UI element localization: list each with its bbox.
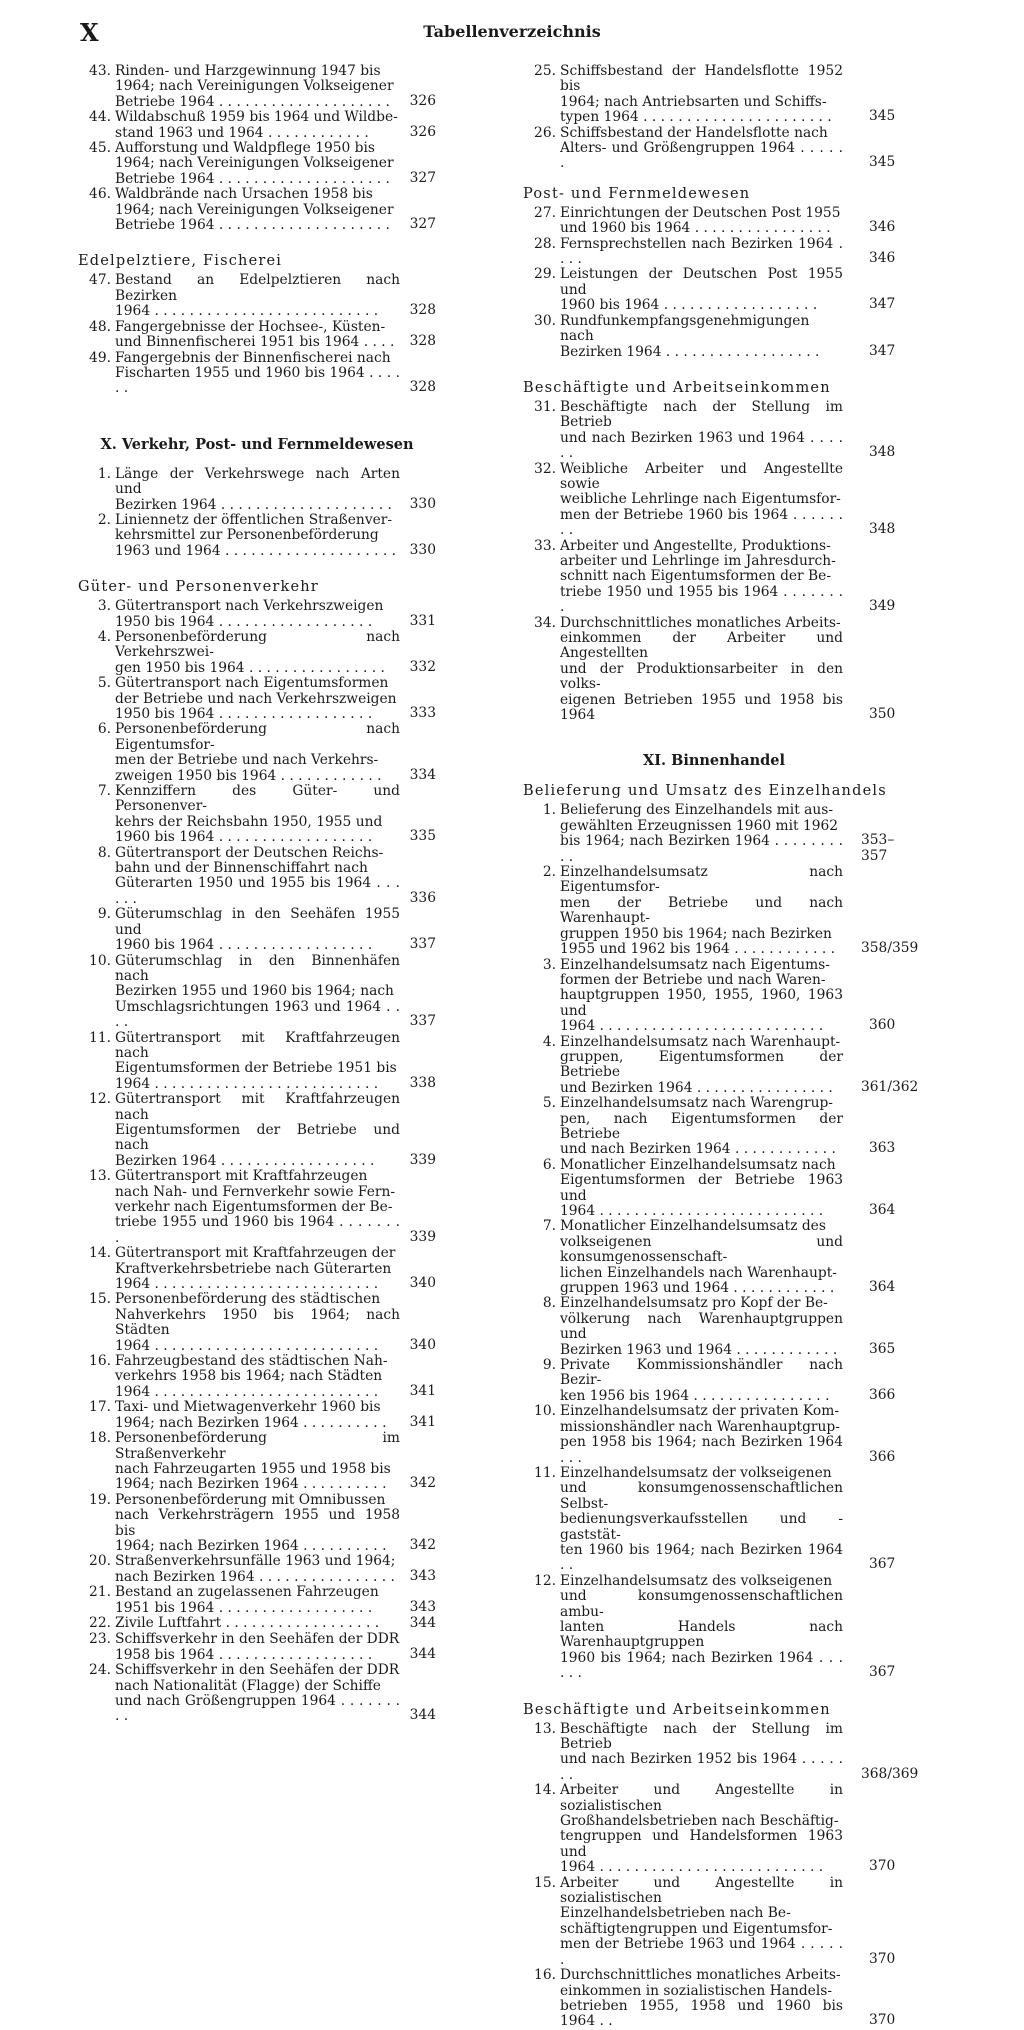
- entry-page: 361/362: [861, 1078, 919, 1095]
- entry-page: 345: [869, 154, 896, 171]
- entry-number: 47.: [89, 272, 111, 289]
- toc-entry: [523, 803, 905, 865]
- entry-title: Durchschnittliches monatliches Arbeits- einkommen der Arbeiter und Angestellten und der Produktionsarbeiter in den volks- eigenen Betrieben 1955 und 1958 bis 1964: [560, 614, 843, 724]
- entry-title: Fangergebnisse der Hochsee-, Küsten- und Binnenfischerei 1951 bis 1964 . . . .: [115, 318, 395, 351]
- toc-entry: [78, 1092, 436, 1169]
- entry-number: 3.: [97, 598, 111, 615]
- entry-page: 333: [409, 705, 436, 721]
- entry-title: Einzelhandelsumsatz des volkseigenen und konsumgenossenschaftlichen ambu- lanten Handels nach Warenhauptgruppen 1960 bis 1964; nach Bezirken 1964 . . . . . .: [560, 1572, 843, 1682]
- entry-title: Durchschnittliches monatliches Arbeits- einkommen in sozialistischen Handels- betrieben 1955, 1958 und 1960 bis 1964 . .: [560, 1967, 843, 2030]
- entry-page: 366: [869, 1386, 896, 1403]
- toc-entry: [78, 1616, 436, 1632]
- entry-page: 330: [409, 495, 436, 512]
- toc-entry: [523, 1296, 905, 1358]
- entry-title: Waldbrände nach Ursachen 1958 bis 1964; nach Vereinigungen Volkseigener Betriebe 1964 . . . . . . . . . . . . . . . . . . . .: [115, 186, 394, 234]
- entry-title: Schiffsbestand der Handelsflotte nach Alters- und Größengruppen 1964 . . . . . .: [560, 124, 843, 172]
- toc-entry: [78, 141, 436, 187]
- entry-page: 327: [409, 169, 436, 186]
- toc-entry: [78, 64, 436, 110]
- entry-title: Belieferung des Einzelhandels mit aus- gewählten Erzeugnissen 1960 mit 1962 bis 1964; nach Bezirken 1964 . . . . . . . . . .: [560, 802, 843, 865]
- entry-title: Gütertransport nach Verkehrszweigen 1950 bis 1964 . . . . . . . . . . . . . . . . . .: [115, 598, 384, 630]
- entry-title: Personenbeförderung nach Eigentumsfor- men der Betriebe und nach Verkehrs- zweigen 1950 bis 1964 . . . . . . . . . . . .: [115, 721, 400, 784]
- entry-number: 8.: [97, 844, 111, 861]
- entry-title: Taxi- und Mietwagenverkehr 1960 bis 1964; nach Bezirken 1964 . . . . . . . . . .: [115, 1399, 387, 1431]
- entry-page: 344: [409, 1707, 436, 1724]
- entry-list: [78, 599, 436, 1725]
- entry-title: Personenbeförderung mit Omnibussen nach Verkehrsträgern 1955 und 1958 bis 1964; nach Bezirken 1964 . . . . . . . . . .: [115, 1491, 400, 1554]
- entry-title: Liniennetz der öffentlichen Straßenver- kehrsmittel zur Personenbeförderung 1963 und 1964 . . . . . . . . . . . . . . . . . . . .: [115, 511, 397, 559]
- entry-number: 28.: [534, 235, 556, 252]
- entry-number: 44.: [89, 109, 111, 126]
- right-column: [523, 63, 919, 2030]
- section-heading: XI. Binnenhandel: [642, 752, 786, 770]
- entry-title: Gütertransport mit Kraftfahrzeugen der Kraftverkehrsbetriebe nach Güterarten 1964 . . . . . . . . . . . . . . . . . . . . . . . . . .: [115, 1245, 396, 1293]
- entry-number: 10.: [89, 952, 111, 969]
- entry-title: Personenbeförderung im Straßenverkehr nach Fahrzeugarten 1955 und 1958 bis 1964; nach Bezirken 1964 . . . . . . . . . .: [115, 1430, 400, 1493]
- entry-number: 16.: [89, 1353, 111, 1370]
- toc-entry: [78, 1292, 436, 1354]
- entry-page: 326: [409, 92, 436, 109]
- entry-page: 346: [869, 219, 896, 236]
- entry-number: 31.: [534, 398, 556, 415]
- toc-entry: [523, 400, 905, 462]
- group-heading: Edelpelztiere, Fischerei: [78, 253, 283, 270]
- group-heading: Beschäftigte und Arbeitseinkommen: [523, 1701, 831, 1718]
- toc-entry: [78, 187, 436, 233]
- group-heading: Post- und Fernmeldewesen: [523, 185, 751, 202]
- toc-entry: [78, 1585, 436, 1616]
- toc-entry: [523, 616, 905, 724]
- toc-entry: [523, 1358, 905, 1404]
- section-heading: X. Verkehr, Post- und Fernmeldewesen: [100, 435, 414, 453]
- entry-title: Bestand an zugelassenen Fahrzeugen 1951 bis 1964 . . . . . . . . . . . . . . . . . .: [115, 1584, 379, 1616]
- entry-title: Schiffsverkehr in den Seehäfen der DDR nach Nationalität (Flagge) der Schiffe und nach Größengruppen 1964 . . . . . . . . .: [115, 1662, 400, 1725]
- entry-title: Einzelhandelsumsatz nach Eigentums- formen der Betriebe und nach Waren- hauptgruppen 1950, 1955, 1960, 1963 und 1964 . . . . . . . . . . . . . . . . . . . . . . . . . .: [560, 956, 843, 1035]
- entry-page: 358/359: [861, 940, 919, 957]
- entry-page: 340: [409, 1275, 436, 1292]
- entry-page: 332: [409, 658, 436, 675]
- toc-entry: [78, 110, 436, 141]
- entry-list: [523, 400, 905, 724]
- entry-number: 9.: [542, 1357, 556, 1374]
- entry-title: Beschäftigte nach der Stellung im Betrieb und nach Bezirken 1963 und 1964 . . . . . .: [560, 398, 843, 462]
- entry-list: [78, 273, 436, 396]
- entry-number: 19.: [89, 1491, 111, 1508]
- group-heading: Beschäftigte und Arbeitseinkommen: [523, 379, 831, 396]
- entry-list: [523, 802, 919, 1682]
- entry-number: 10.: [534, 1403, 556, 1420]
- entry-page: 350: [869, 706, 896, 723]
- entry-number: 24.: [89, 1662, 111, 1679]
- entry-number: 5.: [542, 1095, 556, 1112]
- entry-title: Einzelhandelsumsatz der volkseigenen und konsumgenossenschaftlichen Selbst- bedienungsverkaufsstellen und -gaststät- ten 1960 bis 1964; nach Bezirken 1964 . .: [560, 1464, 843, 1574]
- entry-title: Einzelhandelsumsatz nach Warengrup- pen, nach Eigentumsformen der Betriebe und nach Bezirken 1964 . . . . . . . . . . . .: [560, 1095, 843, 1158]
- entry-page: 341: [409, 1413, 436, 1430]
- entry-page: 328: [409, 302, 436, 319]
- toc-entry: [523, 64, 905, 126]
- entry-number: 22.: [89, 1614, 111, 1631]
- entry-list: [523, 64, 905, 172]
- toc-entry: [78, 1354, 436, 1400]
- entry-page: 370: [869, 2012, 896, 2029]
- entry-page: 344: [409, 1645, 436, 1662]
- entry-title: Güterumschlag in den Binnenhäfen nach Bezirken 1955 und 1960 bis 1964; nach Umschlagsrichtungen 1963 und 1964 . . . .: [115, 952, 400, 1031]
- toc-entry: [78, 846, 436, 908]
- entry-number: 6.: [97, 721, 111, 738]
- entry-list: [523, 206, 905, 360]
- toc-entry: [523, 539, 905, 616]
- entry-page: 344: [409, 1614, 436, 1631]
- toc-entry: [523, 1033, 919, 1097]
- entry-list: [78, 64, 436, 233]
- entry-number: 1.: [542, 802, 556, 819]
- toc-entry: [78, 1400, 436, 1431]
- entry-number: 6.: [542, 1156, 556, 1173]
- toc-entry: [78, 907, 436, 953]
- entry-number: 20.: [89, 1553, 111, 1570]
- entry-title: Leistungen der Deutschen Post 1955 und 1960 bis 1964 . . . . . . . . . . . . . . . . . .: [560, 266, 843, 314]
- entry-page: 366: [869, 1448, 896, 1465]
- page-header: [0, 0, 1024, 60]
- toc-entry: [78, 351, 436, 397]
- entry-page: 336: [409, 889, 436, 906]
- entry-number: 29.: [534, 266, 556, 283]
- entry-number: 46.: [89, 186, 111, 203]
- toc-entry: [523, 1876, 905, 1968]
- entry-page: 365: [869, 1340, 896, 1357]
- entry-number: 7.: [97, 783, 111, 800]
- entry-page: 343: [409, 1567, 436, 1584]
- entry-number: 14.: [89, 1245, 111, 1262]
- entry-title: Personenbeförderung nach Verkehrszwei- gen 1950 bis 1964 . . . . . . . . . . . . . . . .: [115, 628, 400, 676]
- entry-title: Arbeiter und Angestellte in sozialistischen Einzelhandelsbetrieben nach Be- schäftigtengruppen und Eigentumsfor- men der Betriebe 1963 und 1964 . . . . . .: [560, 1874, 843, 1968]
- entry-number: 16.: [534, 1967, 556, 1984]
- entry-page: 367: [869, 1664, 896, 1681]
- toc-entry: [78, 722, 436, 784]
- entry-title: Weibliche Arbeiter und Angestellte sowie weibliche Lehrlinge nach Eigentumsfor- men der Betriebe 1960 bis 1964 . . . . . . . .: [560, 460, 843, 539]
- entry-number: 7.: [542, 1218, 556, 1235]
- entry-number: 26.: [534, 124, 556, 141]
- toc-entry: [523, 267, 905, 313]
- entry-page: 363: [869, 1140, 896, 1157]
- toc-entry: [78, 676, 436, 722]
- group-heading: Belieferung und Umsatz des Einzelhandels: [523, 783, 887, 800]
- entry-title: Schiffsverkehr in den Seehäfen der DDR 1958 bis 1964 . . . . . . . . . . . . . . . . . .: [115, 1631, 400, 1663]
- entry-page: 360: [869, 1017, 896, 1034]
- entry-page: 341: [409, 1382, 436, 1399]
- entry-list: [78, 467, 436, 559]
- toc-entry: [523, 1783, 905, 1875]
- entry-number: 14.: [534, 1782, 556, 1799]
- toc-entry: [78, 1246, 436, 1292]
- toc-entry: [523, 314, 905, 360]
- entry-title: Straßenverkehrsunfälle 1963 und 1964; nach Bezirken 1964 . . . . . . . . . . . . . . . .: [115, 1553, 396, 1585]
- entry-title: Einzelhandelsumsatz nach Warenhaupt- gruppen, Eigentumsformen der Betriebe und Bezirken 1964 . . . . . . . . . . . . . . . .: [560, 1033, 843, 1096]
- entry-number: 48.: [89, 318, 111, 335]
- toc-entry: [78, 467, 436, 513]
- entry-title: Fahrzeugbestand des städtischen Nah- verkehrs 1958 bis 1964; nach Städten 1964 . . . . . . . . . . . . . . . . . . . . . . . . . .: [115, 1353, 388, 1400]
- entry-title: Gütertransport mit Kraftfahrzeugen nach Eigentumsformen der Betriebe und nach Bezirken 1964 . . . . . . . . . . . . . . . . . .: [115, 1091, 400, 1169]
- entry-number: 9.: [97, 906, 111, 923]
- toc-entry: [78, 320, 436, 351]
- toc-entry: [78, 273, 436, 319]
- entry-title: Wildabschuß 1959 bis 1964 und Wildbe- stand 1963 und 1964 . . . . . . . . . . . .: [115, 109, 398, 141]
- entry-title: Einzelhandelsumsatz der privaten Kom- missionshändler nach Warenhauptgrup- pen 1958 bis 1964; nach Bezirken 1964 . . .: [560, 1403, 843, 1466]
- entry-list: [523, 1720, 919, 2030]
- entry-title: Fangergebnis der Binnenfischerei nach Fischarten 1955 und 1960 bis 1964 . . . . . .: [115, 349, 400, 397]
- entry-number: 4.: [97, 628, 111, 645]
- page-title: Tabellenverzeichnis: [423, 22, 601, 41]
- entry-page: 326: [409, 123, 436, 140]
- entry-title: Gütertransport mit Kraftfahrzeugen nach Nah- und Fernverkehr sowie Fern- verkehr nach Eigentumsformen der Be- triebe 1955 und 1960 bis 1964 . . . . . . . .: [115, 1168, 400, 1246]
- toc-entry: [78, 1554, 436, 1585]
- page-number: X: [80, 18, 99, 47]
- entry-number: 27.: [534, 204, 556, 221]
- entry-page: 337: [409, 936, 436, 953]
- entry-page: 340: [409, 1336, 436, 1353]
- toc-entry: [78, 1169, 436, 1246]
- toc-entry: [523, 1720, 919, 1784]
- entry-page: 348: [869, 521, 896, 538]
- entry-page: 348: [869, 444, 896, 461]
- entry-title: Einrichtungen der Deutschen Post 1955 und 1960 bis 1964 . . . . . . . . . . . . . . . .: [560, 204, 841, 237]
- entry-number: 1.: [97, 465, 111, 482]
- entry-page: 342: [409, 1475, 436, 1492]
- entry-number: 18.: [89, 1430, 111, 1447]
- entry-number: 21.: [89, 1584, 111, 1601]
- toc-entry: [523, 237, 905, 268]
- entry-number: 2.: [97, 511, 111, 528]
- entry-page: 338: [409, 1074, 436, 1091]
- entry-page: 367: [869, 1556, 896, 1573]
- entry-number: 32.: [534, 460, 556, 477]
- entry-page: 349: [869, 598, 896, 615]
- group-heading: Güter- und Personenverkehr: [78, 579, 319, 596]
- entry-number: 17.: [89, 1399, 111, 1416]
- entry-page: 339: [409, 1151, 436, 1168]
- entry-number: 15.: [534, 1874, 556, 1891]
- entry-page: 347: [869, 342, 896, 359]
- left-column: [78, 64, 436, 1725]
- entry-title: Kennziffern des Güter- und Personenver- kehrs der Reichsbahn 1950, 1955 und 1960 bis 1964 . . . . . . . . . . . . . . . . . .: [115, 783, 400, 846]
- entry-page: 368/369: [861, 1765, 919, 1782]
- entry-page: 342: [409, 1536, 436, 1553]
- entry-title: Arbeiter und Angestellte in sozialistischen Großhandelsbetrieben nach Beschäftig- tengruppen und Handelsformen 1963 und 1964 . . . . . . . . . . . . . . . . . . . . . . . . . .: [560, 1782, 843, 1876]
- entry-title: Gütertransport mit Kraftfahrzeugen nach Eigentumsformen der Betriebe 1951 bis 1964 . . . . . . . . . . . . . . . . . . . . . . . . . .: [115, 1029, 400, 1092]
- entry-title: Monatlicher Einzelhandelsumsatz nach Eigentumsformen der Betriebe 1963 und 1964 . . . . . . . . . . . . . . . . . . . . . . . . . .: [560, 1156, 843, 1219]
- entry-page: 334: [409, 766, 436, 783]
- toc-entry: [78, 1632, 436, 1663]
- entry-title: Zivile Luftfahrt . . . . . . . . . . . . . . . . . .: [115, 1614, 380, 1631]
- entry-number: 3.: [542, 956, 556, 973]
- entry-title: Monatlicher Einzelhandelsumsatz des volkseigenen und konsumgenossenschaft- lichen Einzelhandels nach Warenhaupt- gruppen 1963 und 1964 . . . . . . . . . . . .: [560, 1218, 843, 1297]
- toc-entry: [78, 1663, 436, 1725]
- entry-number: 12.: [89, 1091, 111, 1108]
- entry-page: 328: [409, 333, 436, 350]
- entry-title: Gütertransport der Deutschen Reichs- bahn und der Binnenschiffahrt nach Güterarten 1950 und 1955 bis 1964 . . . . . .: [115, 844, 400, 907]
- entry-page: 343: [409, 1598, 436, 1615]
- entry-page: 327: [409, 216, 436, 233]
- entry-page: 370: [869, 1950, 896, 1967]
- entry-page: 337: [409, 1013, 436, 1030]
- toc-entry: [78, 1493, 436, 1555]
- toc-entry: [78, 1431, 436, 1493]
- entry-number: 25.: [534, 63, 556, 79]
- entry-number: 23.: [89, 1631, 111, 1648]
- entry-page: 353–357: [861, 832, 895, 864]
- toc-entry: [523, 1574, 905, 1682]
- entry-title: Personenbeförderung des städtischen Nahverkehrs 1950 bis 1964; nach Städten 1964 . . . . . . . . . . . . . . . . . . . . . . . . . .: [115, 1291, 400, 1354]
- entry-page: 335: [409, 828, 436, 845]
- toc-entry: [523, 1466, 905, 1574]
- toc-entry: [523, 126, 905, 172]
- toc-entry: [78, 513, 436, 559]
- entry-title: Bestand an Edelpelztieren nach Bezirken 1964 . . . . . . . . . . . . . . . . . . . . . . . . . .: [115, 272, 400, 320]
- entry-number: 13.: [534, 1720, 556, 1737]
- entry-number: 30.: [534, 312, 556, 329]
- entry-page: 339: [409, 1228, 436, 1245]
- toc-entry: [78, 784, 436, 846]
- entry-page: 331: [409, 612, 436, 629]
- entry-number: 8.: [542, 1295, 556, 1312]
- toc-entry: [523, 958, 905, 1035]
- entry-page: 370: [869, 1858, 896, 1875]
- toc-entry: [523, 1404, 905, 1466]
- entry-page: 345: [869, 108, 896, 125]
- entry-number: 5.: [97, 675, 111, 692]
- entry-number: 49.: [89, 349, 111, 366]
- entry-title: Länge der Verkehrswege nach Arten und Bezirken 1964 . . . . . . . . . . . . . . . . . . . .: [115, 465, 400, 513]
- entry-title: Arbeiter und Angestellte, Produktions- arbeiter und Lehrlinge im Jahresdurch- schnitt nach Eigentumsformen der Be- triebe 1950 und 1955 bis 1964 . . . . . . . .: [560, 537, 843, 616]
- entry-number: 43.: [89, 63, 111, 79]
- entry-number: 45.: [89, 140, 111, 157]
- entry-number: 4.: [542, 1033, 556, 1050]
- toc-entry: [523, 462, 905, 539]
- toc-entry: [78, 1031, 436, 1093]
- entry-title: Private Kommissionshändler nach Bezir- ken 1956 bis 1964 . . . . . . . . . . . . . . . .: [560, 1357, 843, 1404]
- entry-page: 364: [869, 1279, 896, 1296]
- toc-entry: [523, 1219, 905, 1296]
- entry-title: Rinden- und Harzgewinnung 1947 bis 1964; nach Vereinigungen Volkseigener Betriebe 1964 . . . . . . . . . . . . . . . . . . . .: [115, 63, 394, 110]
- entry-title: Beschäftigte nach der Stellung im Betrieb und nach Bezirken 1952 bis 1964 . . . . . . .: [560, 1720, 843, 1783]
- entry-title: Einzelhandelsumsatz pro Kopf der Be- völkerung nach Warenhauptgruppen und Bezirken 1963 und 1964 . . . . . . . . . . . .: [560, 1295, 843, 1358]
- toc-entry: [523, 1096, 905, 1158]
- entry-number: 12.: [534, 1572, 556, 1589]
- entry-number: 11.: [534, 1464, 556, 1481]
- toc-entry: [523, 206, 905, 237]
- entry-page: 346: [869, 250, 896, 267]
- entry-number: 34.: [534, 614, 556, 631]
- entry-number: 11.: [89, 1029, 111, 1046]
- entry-page: 328: [409, 379, 436, 396]
- entry-title: Gütertransport nach Eigentumsformen der Betriebe und nach Verkehrszweigen 1950 bis 1964 . . . . . . . . . . . . . . . . . .: [115, 675, 397, 722]
- entry-number: 2.: [542, 864, 556, 881]
- entry-page: 330: [409, 541, 436, 558]
- entry-title: Rundfunkempfangsgenehmigungen nach Bezirken 1964 . . . . . . . . . . . . . . . . . .: [560, 312, 820, 360]
- entry-page: 364: [869, 1202, 896, 1218]
- entry-page: 347: [869, 296, 896, 313]
- entry-title: Güterumschlag in den Seehäfen 1955 und 1960 bis 1964 . . . . . . . . . . . . . . . . . .: [115, 906, 400, 954]
- entry-title: Schiffsbestand der Handelsflotte 1952 bis 1964; nach Antriebsarten und Schiffs- typen 1964 . . . . . . . . . . . . . . . . . . . . . .: [560, 63, 843, 126]
- toc-entry: [523, 1968, 905, 2030]
- toc-entry: [523, 1158, 905, 1220]
- entry-title: Einzelhandelsumsatz nach Eigentumsfor- men der Betriebe und nach Warenhaupt- gruppen 1950 bis 1964; nach Bezirken 1955 und 1962 bis 1964 . . . . . . . . . . . .: [560, 864, 843, 958]
- toc-entry: [78, 599, 436, 630]
- entry-number: 33.: [534, 537, 556, 554]
- toc-entry: [523, 864, 919, 958]
- entry-number: 15.: [89, 1291, 111, 1308]
- entry-title: Aufforstung und Waldpflege 1950 bis 1964; nach Vereinigungen Volkseigener Betriebe 1964 . . . . . . . . . . . . . . . . . . . .: [115, 140, 394, 187]
- entry-number: 13.: [89, 1168, 111, 1185]
- toc-entry: [78, 630, 436, 676]
- entry-title: Fernsprechstellen nach Bezirken 1964 . . . .: [560, 235, 843, 268]
- toc-entry: [78, 954, 436, 1031]
